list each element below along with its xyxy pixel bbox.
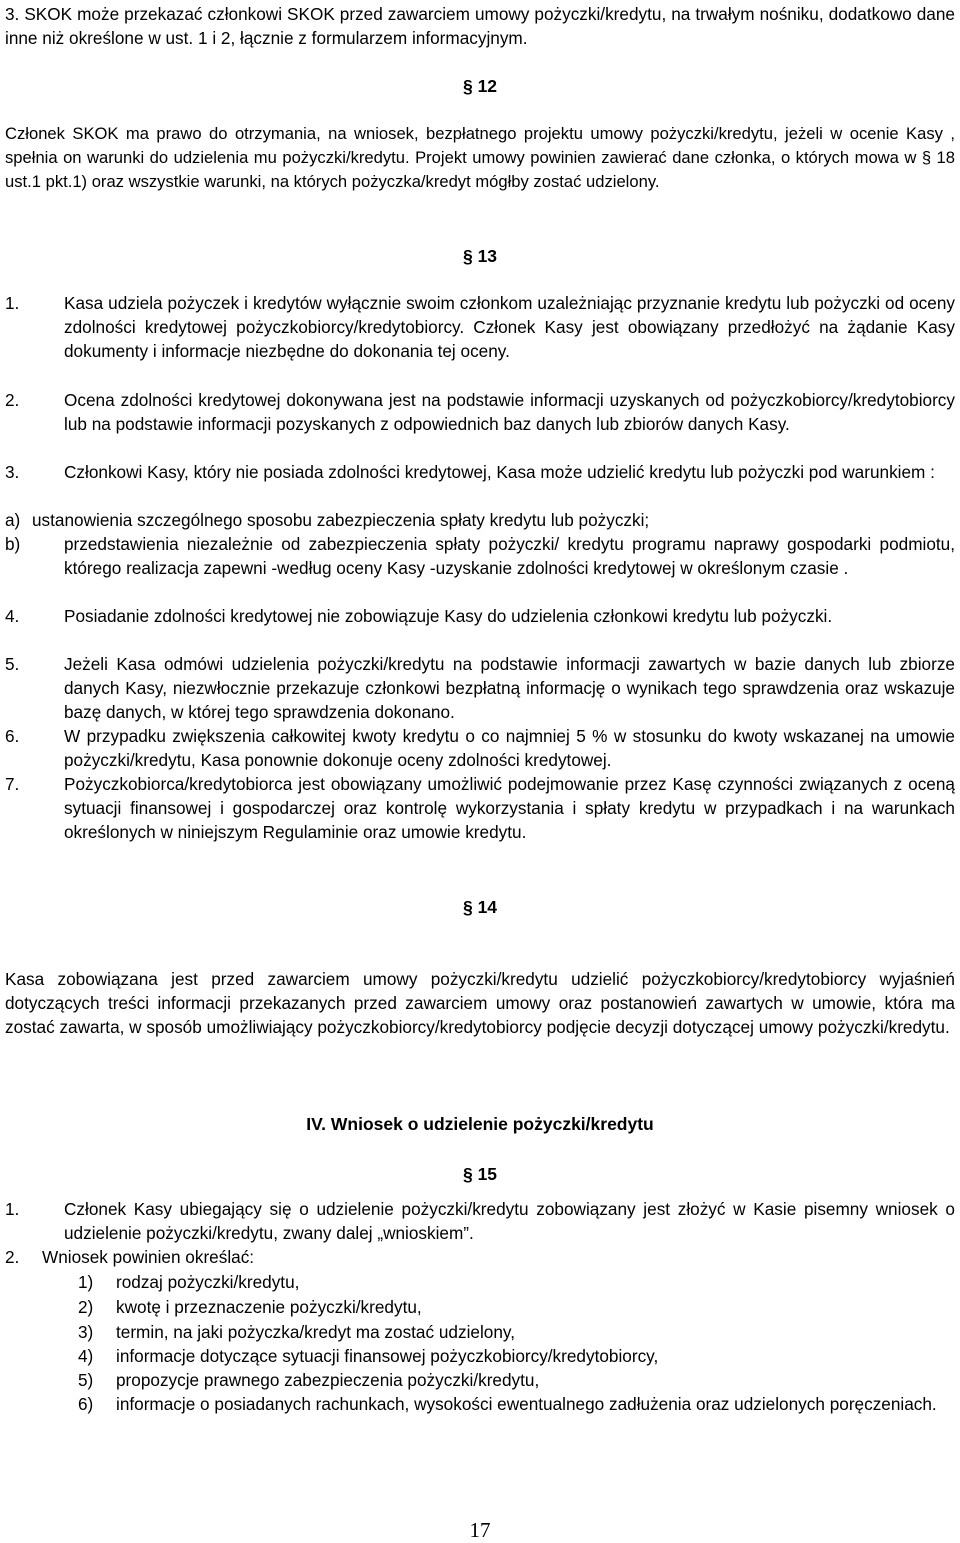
section-13-item-2 (5, 388, 955, 436)
section-13-item-4 (5, 604, 955, 628)
subitem-number: 4) (78, 1346, 94, 1366)
subitem-number: 2) (78, 1297, 94, 1317)
subitem-text: informacje o posiadanych rachunkach, wysokości ewentualnego zadłużenia oraz udzielonych poręczeniach. (116, 1394, 937, 1414)
section-15-subitem-3 (78, 1320, 956, 1344)
item-number: 1. (5, 1199, 20, 1219)
section-12-text: Członek SKOK ma prawo do otrzymania, na wniosek, bezpłatnego projektu umowy pożyczki/kredytu, jeżeli w ocenie Kasy , spełnia on warunki do udzielenia mu pożyczki/kredytu. Projekt umowy powinien zawierać dane członka, o których mowa w § 18 ust.1 pkt.1) oraz wszystkie warunki, na których pożyczka/kredyt mógłby zostać udzielony. (5, 124, 955, 191)
page-number: 17 (469, 1518, 491, 1542)
item-number: 1. (5, 293, 20, 313)
item-text: W przypadku zwiększenia całkowitej kwoty kredytu o co najmniej 5 % w stosunku do kwoty wskazanej na umowie pożyczki/kredytu, Kasa ponownie dokonuje oceny zdolności kredytowej. (64, 726, 955, 770)
subitem-text: termin, na jaki pożyczka/kredyt ma zostać udzielony, (116, 1322, 515, 1342)
item-text: Pożyczkobiorca/kredytobiorca jest obowiązany umożliwić podejmowanie przez Kasę czynności związanych z oceną sytuacji finansowej i gospodarczej oraz kontrolę wykorzystania i spłaty kredytu w przypadkach i na warunkach określonych w niniejszym Regulaminie oraz umowie kredytu. (64, 774, 955, 842)
paragraph-3-skok: 3. SKOK może przekazać członkowi SKOK przed zawarciem umowy pożyczki/kredytu, na trwałym nośniku, dodatkowo dane inne niż określone w ust. 1 i 2, łącznie z formularzem informacyjnym. (5, 4, 955, 48)
section-13-item-6 (5, 724, 955, 772)
section-13-item-5 (5, 652, 955, 724)
subitem-text: informacje dotyczące sytuacji finansowej pożyczkobiorcy/kredytobiorcy, (116, 1346, 659, 1366)
section-13-item-3 (5, 460, 955, 484)
section-15-heading: § 15 (462, 1164, 498, 1184)
section-15-item-1 (5, 1197, 955, 1245)
item-number: 3. (5, 462, 20, 482)
subitem-text: propozycje prawnego zabezpieczenia pożyczki/kredytu, (116, 1370, 540, 1390)
item-text: Członek Kasy ubiegający się o udzielenie pożyczki/kredytu zobowiązany jest złożyć w Kasie pisemny wniosek o udzielenie pożyczki/kredytu, zwany dalej „wnioskiem”. (64, 1199, 955, 1243)
subitem-number: 5) (78, 1370, 94, 1390)
item-number: 5. (5, 654, 20, 674)
item-number: 2. (5, 390, 20, 410)
section-13-heading: § 13 (462, 246, 498, 266)
section-15-subitem-2 (78, 1295, 956, 1319)
subitem-number: 1) (78, 1272, 94, 1292)
chapter-title: IV. Wniosek o udzielenie pożyczki/kredytu (306, 1114, 654, 1134)
item-text: Ocena zdolności kredytowej dokonywana jest na podstawie informacji uzyskanych od pożyczkobiorcy/kredytobiorcy lub na podstawie informacji pozyskanych z odpowiednich baz danych lub zbiorów danych Kasy. (64, 390, 955, 434)
item-text: ustanowienia szczególnego sposobu zabezpieczenia spłaty kredytu lub pożyczki; (32, 510, 650, 530)
section-15-subitem-1 (78, 1270, 956, 1294)
section-13-item-b (5, 532, 955, 580)
section-12-heading: § 12 (462, 76, 498, 96)
subitem-number: 6) (78, 1394, 94, 1414)
section-15-subitem-4 (78, 1344, 956, 1368)
section-13-item-1 (5, 291, 955, 363)
section-13-item-7 (5, 772, 955, 844)
subitem-text: rodzaj pożyczki/kredytu, (116, 1272, 300, 1292)
item-text: Kasa udziela pożyczek i kredytów wyłącznie swoim członkom uzależniając przyznanie kredytu lub pożyczki od oceny zdolności kredytowej pożyczkobiorcy/kredytobiorcy. Członek Kasy jest obowiązany przedłożyć na żądanie Kasy dokumenty i informacje niezbędne do dokonania tej oceny. (64, 293, 955, 361)
item-text: przedstawienia niezależnie od zabezpieczenia spłaty pożyczki/ kredytu programu naprawy gospodarki podmiotu, którego realizacja zapewni -według oceny Kasy -uzyskanie zdolności kredytowej w określonym czasie . (64, 534, 955, 578)
item-number: 2. (5, 1247, 20, 1267)
section-15-item-2 (5, 1245, 955, 1269)
item-text: Wniosek powinien określać: (42, 1247, 255, 1267)
section-15-subitem-5 (78, 1368, 956, 1392)
subitem-number: 3) (78, 1322, 94, 1342)
subitem-text: kwotę i przeznaczenie pożyczki/kredytu, (116, 1297, 422, 1317)
section-14-heading: § 14 (462, 897, 498, 917)
item-number: 4. (5, 606, 20, 626)
item-text: Posiadanie zdolności kredytowej nie zobowiązuje Kasy do udzielenia członkowi kredytu lub pożyczki. (64, 606, 833, 626)
item-number: 7. (5, 774, 20, 794)
item-letter: a) (5, 510, 21, 530)
item-letter: b) (5, 534, 21, 554)
item-text: Jeżeli Kasa odmówi udzielenia pożyczki/kredytu na podstawie informacji zawartych w bazie danych lub zbiorze danych Kasy, niezwłocznie przekazuje członkowi bezpłatną informację o wynikach tego sprawdzenia oraz wskazuje bazę danych, w której tego sprawdzenia dokonano. (64, 654, 955, 722)
section-14-text: Kasa zobowiązana jest przed zawarciem umowy pożyczki/kredytu udzielić pożyczkobiorcy/kredytobiorcy wyjaśnień dotyczących treści informacji przekazanych przed zawarciem umowy oraz postanowień zawartych w umowie, która ma zostać zawarta, w sposób umożliwiający pożyczkobiorcy/kredytobiorcy podjęcie decyzji dotyczącej umowy pożyczki/kredytu. (5, 969, 955, 1037)
section-13-item-a (5, 508, 955, 532)
section-15-subitem-6 (78, 1392, 956, 1416)
item-text: Członkowi Kasy, który nie posiada zdolności kredytowej, Kasa może udzielić kredytu lub pożyczki pod warunkiem : (64, 462, 935, 482)
item-number: 6. (5, 726, 20, 746)
